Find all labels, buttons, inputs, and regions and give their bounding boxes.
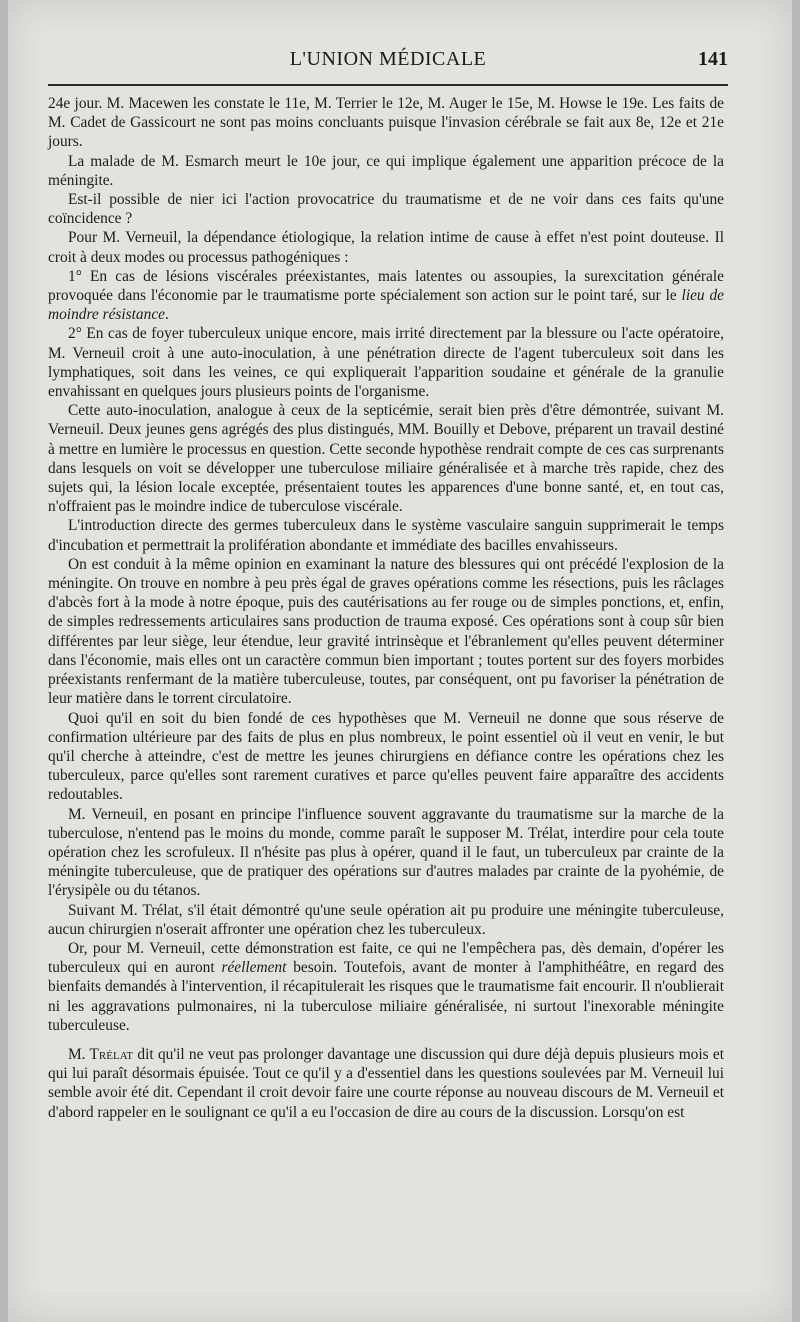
document-page bbox=[8, 0, 792, 1322]
paragraph: Pour M. Verneuil, la dépendance étiologique, la relation intime de cause à effet n'est point douteuse. Il croit à deux modes ou processus pathogéniques : bbox=[48, 229, 724, 266]
paragraph: M. Verneuil, en posant en principe l'influence souvent aggravante du traumatisme sur la marche de la tuberculose, n'entend pas le moins du monde, comme paraît le supposer M. Trélat, interdire pour cela toute opération chez les scrofuleux. Il n'hésite pas plus à opérer, quand il le faut, un tuberculeux par crainte de la méningite tuberculeuse, que de pratiquer des opérations sur d'autres malades par crainte de la pyohémie, de l'érysipèle ou du tétanos. bbox=[48, 805, 724, 900]
emphasis: réellement bbox=[221, 959, 287, 977]
paragraph: On est conduit à la même opinion en examinant la nature des blessures qui ont précédé l'explosion de la méningite. On trouve en nombre à peu près égal de graves opérations comme les résections, puis les râclages d'abcès fort à la mode à notre époque, puis des cautérisations au fer rouge ou de simples ponctions, et, enfin, de simples redressements articulaires sans production de trauma exposé. Ces opérations sont à coup sûr bien différentes par leur siège, leur étendue, leur gravité intrinsèque et l'ébranlement qu'elles peuvent déterminer dans l'économie, mais elles ont un caractère commun bien important ; toutes portent sur des foyers morbides préexistants renfermant de la matière tuberculeuse, toutes, par conséquent, ont pu favoriser la pénétration de leur matière dans le torrent circulatoire. bbox=[48, 555, 724, 708]
paragraph: Cette auto-inoculation, analogue à ceux de la septicémie, serait bien près d'être démontrée, suivant M. Verneuil. Deux jeunes gens agrégés des plus distingués, MM. Bouilly et Debove, préparent un travail destiné à mettre en lumière le processus en question. Cette seconde hypothèse rendrait compte de ces cas surprenants dans lesquels on voit se développer une tuberculose miliaire généralisée et à marche très rapide, chez des sujets qui, la lésion locale exceptée, présentaient toutes les apparences d'une bonne santé, et, en tout cas, n'offraient pas le moindre indice de tuberculose viscérale. bbox=[48, 402, 724, 516]
emphasis: lieu de moindre résistance bbox=[48, 287, 724, 324]
body-text bbox=[48, 94, 724, 1122]
paragraph: 1° En cas de lésions viscérales préexistantes, mais latentes ou assoupies, la surexcitation générale provoquée dans l'économie par le traumatisme porte spécialement son action sur le point taré, sur le lieu de moindre résistance. bbox=[48, 267, 724, 324]
speaker-name: M. Trélat bbox=[68, 1045, 134, 1063]
paragraph: Est-il possible de nier ici l'action provocatrice du traumatisme et de ne voir dans ces faits qu'une coïncidence ? bbox=[48, 191, 724, 228]
paragraph: Or, pour M. Verneuil, cette démonstration est faite, ce qui ne l'empêchera pas, dès demain, d'opérer les tuberculeux qui en auront réellement besoin. Toutefois, avant de monter à l'amphithéâtre, en regard des bienfaits demandés à l'intervention, il récapitulerait les risques que le traumatisme fait encourir. Il n'oublierait ni les aggravations pulmonaires, ni la tuberculose miliaire généralisée, ni surtout l'inexorable méningite tuberculeuse. bbox=[48, 939, 724, 1034]
paragraph: Quoi qu'il en soit du bien fondé de ces hypothèses que M. Verneuil ne donne que sous réserve de confirmation ultérieure par des faits de plus en plus nombreux, le point essentiel où il veut en venir, le but qu'il cherche à atteindre, c'est de mettre les jeunes chirurgiens en défiance contre les opérations chez les tuberculeux, parce qu'elles sont rarement curatives et parce qu'elles peuvent faire apparaître des accidents redoutables. bbox=[48, 709, 724, 804]
paragraph: M. Trélat dit qu'il ne veut pas prolonger davantage une discussion qui dure déjà depuis plusieurs mois et qui lui paraît désormais épuisée. Tout ce qu'il y a d'essentiel dans les questions soulevées par M. Verneuil lui semble avoir été dit. Cependant il croit devoir faire une courte réponse au nouveau discours de M. Verneuil et d'abord rappeler en le soulignant ce qu'il a eu l'occasion de dire au cours de la discussion. Lorsqu'on est bbox=[48, 1045, 724, 1121]
paragraph: La malade de M. Esmarch meurt le 10e jour, ce qui implique également une apparition précoce de la méningite. bbox=[48, 152, 724, 189]
page-header bbox=[48, 48, 728, 78]
paragraph: L'introduction directe des germes tuberculeux dans le système vasculaire sanguin supprimerait le temps d'incubation et permettrait la prolifération abondante et immédiate des bacilles envahisseurs. bbox=[48, 517, 724, 554]
paragraph: Suivant M. Trélat, s'il était démontré qu'une seule opération ait pu produire une méningite tuberculeuse, aucun chirurgien n'oserait affronter une opération chez les tuberculeux. bbox=[48, 901, 724, 938]
paragraph: 24e jour. M. Macewen les constate le 11e, M. Terrier le 12e, M. Auger le 15e, M. Howse le 19e. Les faits de M. Cadet de Gassicourt ne sont pas moins concluants puisque l'invasion cérébrale se fait aux 8e, 12e et 21e jours. bbox=[48, 95, 724, 151]
paragraph: 2° En cas de foyer tuberculeux unique encore, mais irrité directement par la blessure ou l'acte opératoire, M. Verneuil croit à une auto-inoculation, à une pénétration directe de l'agent tuberculeux soit dans les lymphatiques, soit dans les veines, ce qui expliquerait l'apparition soudaine et générale de la granulie envahissant en quelques jours plusieurs points de l'organisme. bbox=[48, 325, 724, 401]
running-title: L'UNION MÉDICALE bbox=[289, 48, 487, 70]
page-number: 141 bbox=[698, 48, 728, 70]
header-rule bbox=[48, 84, 728, 86]
